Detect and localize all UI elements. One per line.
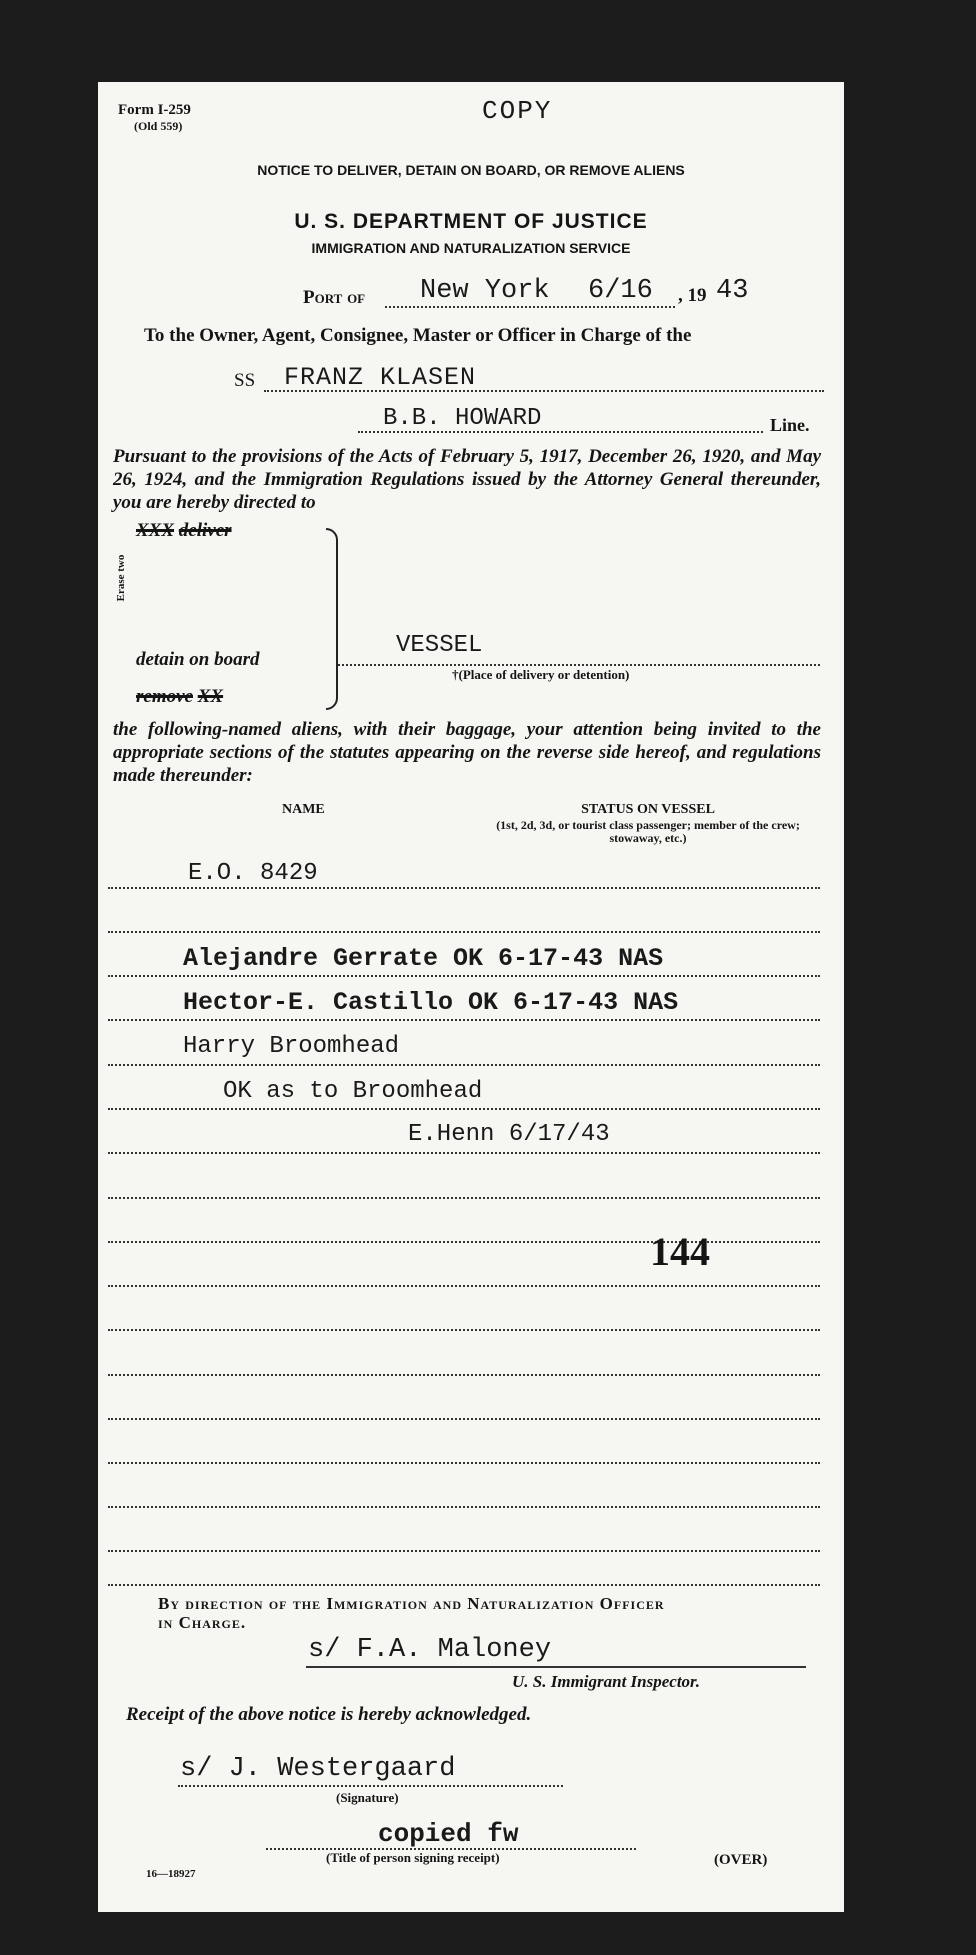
title-value: copied fw — [378, 1819, 519, 1849]
ruled-line — [108, 1241, 820, 1243]
options-brace — [326, 528, 338, 710]
following-paragraph: the following-named aliens, with their baggage, your attention being invited to the appropriate sections of the statutes appearing on the reverse side hereof, and regulations made thereunder: — [113, 719, 821, 786]
ss-label: SS — [234, 370, 256, 391]
option-deliver — [136, 520, 232, 542]
place-caption: †(Place of delivery or detention) — [452, 667, 630, 682]
ruled-line — [108, 1550, 820, 1552]
print-code: 16—18927 — [146, 1868, 196, 1880]
ruled-line — [108, 1019, 820, 1021]
port-label: Port of — [303, 287, 366, 308]
erase-two-label: Erase two — [115, 554, 127, 602]
addressee-line: To the Owner, Agent, Consignee, Master or Officer in Charge of the — [144, 325, 692, 346]
option-remove-text: remove — [136, 686, 193, 707]
status-column-header: STATUS ON VESSEL — [581, 802, 715, 817]
ruled-line — [108, 1506, 820, 1508]
ruled-line — [108, 1064, 820, 1066]
option-deliver-struck: XXX — [136, 520, 175, 541]
ruled-line — [108, 975, 820, 977]
option-deliver-text: deliver — [178, 520, 232, 541]
option-remove — [136, 686, 223, 708]
receipt-signature: s/ J. Westergaard — [180, 1754, 456, 1784]
ruled-line — [108, 1285, 820, 1287]
ruled-line — [108, 1197, 820, 1199]
receipt-text: Receipt of the above notice is hereby acknowledged. — [126, 1704, 532, 1725]
name-column-header: NAME — [282, 802, 325, 817]
ruled-line — [108, 931, 820, 933]
alien-entry: E.Henn 6/17/43 — [408, 1121, 610, 1148]
notice-title: NOTICE TO DELIVER, DETAIN ON BOARD, OR REMOVE ALIENS — [257, 162, 685, 178]
option-remove-struck: XX — [197, 686, 224, 707]
direction-text: By direction of the Immigration and Naturalization Officer in Charge. — [158, 1594, 665, 1632]
alien-entry: E.O. 8429 — [188, 860, 318, 887]
alien-entry: Hector-E. Castillo OK 6-17-43 NAS — [183, 988, 679, 1017]
ruled-line — [108, 1329, 820, 1331]
department-heading: U. S. DEPARTMENT OF JUSTICE — [294, 210, 648, 233]
inspector-signature: s/ F.A. Maloney — [308, 1635, 552, 1665]
form-old-number: (Old 559) — [134, 119, 183, 133]
service-heading: IMMIGRATION AND NATURALIZATION SERVICE — [311, 240, 631, 256]
date-value: 6/16 — [588, 276, 653, 306]
alien-entry: OK as to Broomhead — [223, 1078, 483, 1105]
form-number: Form I-259 — [118, 102, 191, 118]
pursuant-paragraph: Pursuant to the provisions of the Acts of February 5, 1917, December 26, 1920, and May 26, 1924, and the Immigration Regulations issued by the Attorney General thereunder, you are hereby directed to — [113, 446, 821, 513]
alien-entry: Harry Broomhead — [183, 1033, 400, 1060]
ruled-line — [108, 1462, 820, 1464]
ruled-line — [108, 887, 820, 889]
line-value: B.B. HOWARD — [383, 405, 542, 432]
port-value: New York — [420, 276, 550, 306]
ruled-line — [108, 1418, 820, 1420]
signature-caption: (Signature) — [336, 1790, 399, 1805]
year-value: 43 — [716, 276, 749, 306]
ruled-line — [108, 1584, 820, 1586]
title-caption: (Title of person signing receipt) — [326, 1850, 500, 1865]
ruled-line — [108, 1152, 820, 1154]
stamp-number: 144 — [650, 1229, 710, 1274]
ruled-line — [108, 1108, 820, 1110]
ship-name: FRANZ KLASEN — [284, 363, 477, 392]
option-detain: detain on board — [136, 649, 260, 670]
copy-stamp: COPY — [482, 96, 553, 126]
place-value: VESSEL — [396, 632, 483, 659]
over-label: (OVER) — [714, 1852, 768, 1868]
alien-entry: Alejandre Gerrate OK 6-17-43 NAS — [183, 944, 664, 973]
status-column-subheader: (1st, 2d, 3d, or tourist class passenger; member of the crew; stowaway, etc.) — [496, 818, 800, 845]
line-label: Line. — [770, 415, 810, 435]
inspector-title: U. S. Immigrant Inspector. — [512, 1672, 700, 1691]
year-prefix: , 19 — [678, 285, 707, 306]
document-page — [98, 82, 844, 1912]
ruled-line — [108, 1374, 820, 1376]
